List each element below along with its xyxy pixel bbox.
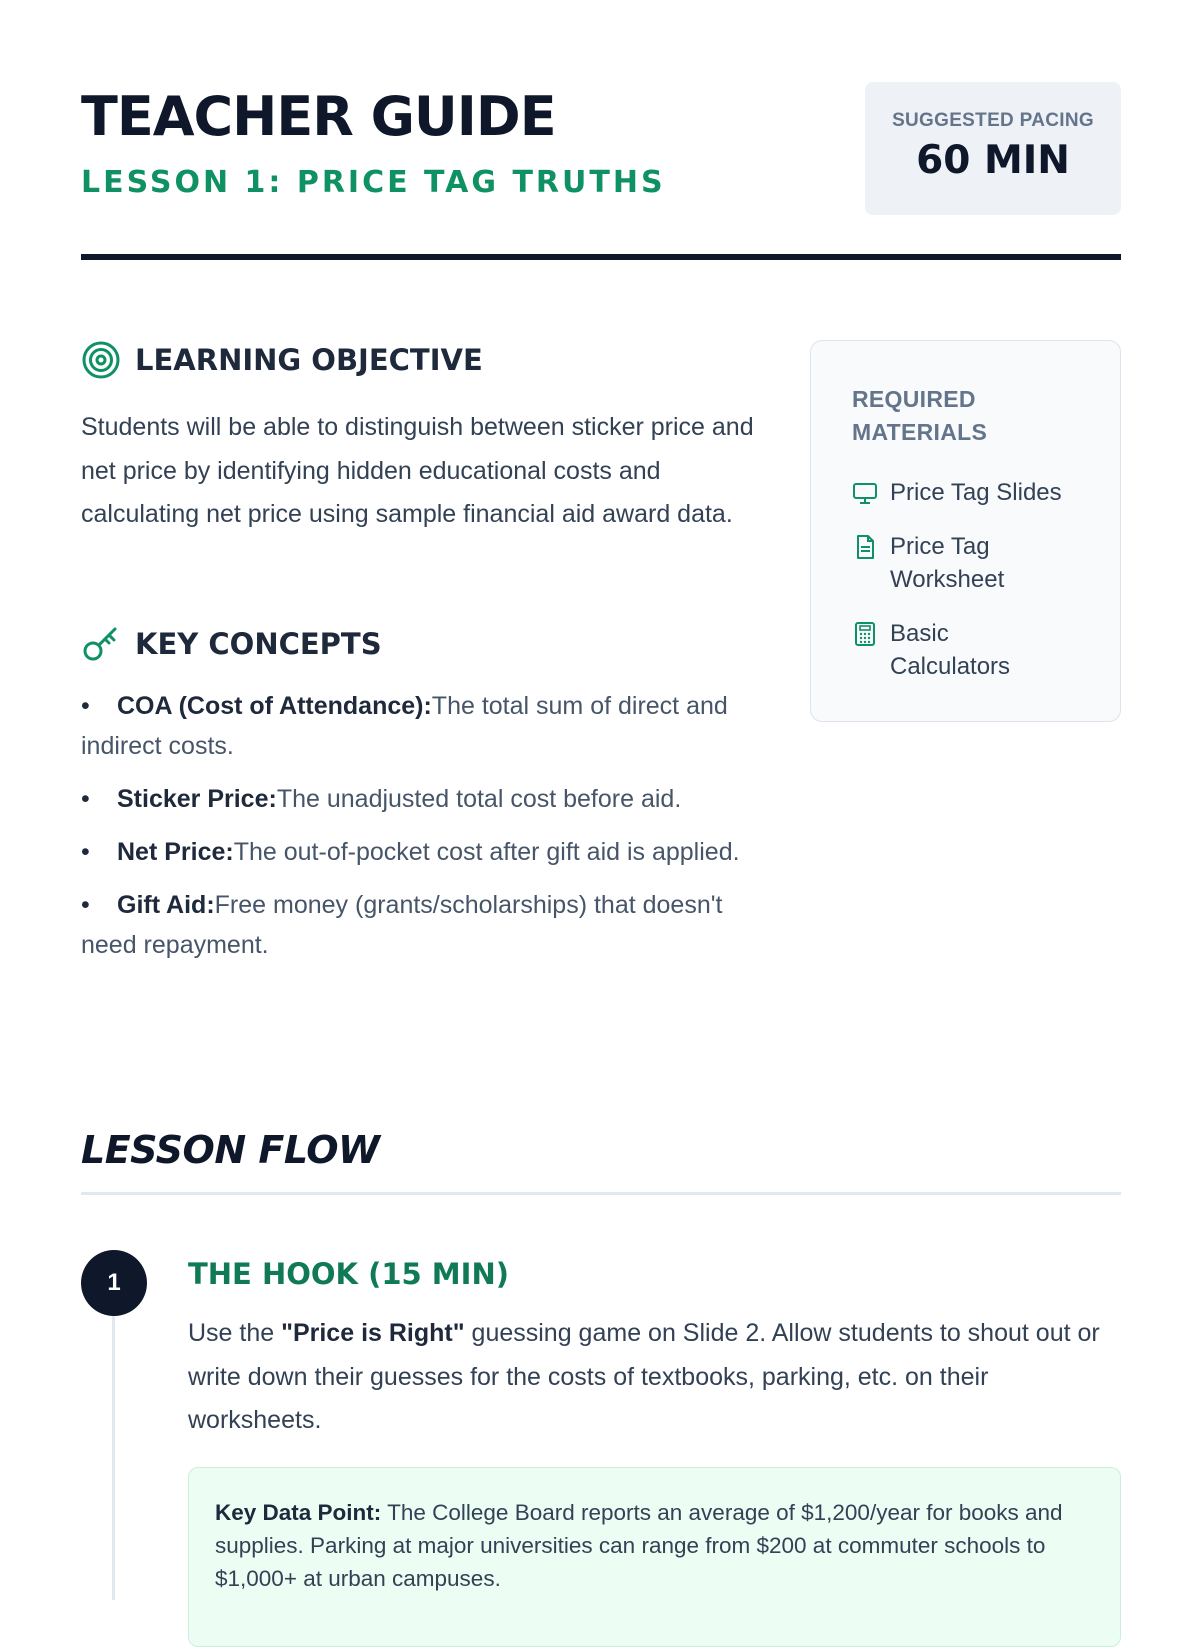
concept-term: Gift Aid: bbox=[117, 891, 215, 919]
step-description bbox=[188, 1312, 1118, 1443]
concepts-list bbox=[81, 686, 761, 978]
header bbox=[81, 82, 1121, 222]
pacing-value: 60 MIN bbox=[916, 138, 1070, 183]
header-divider bbox=[81, 254, 1121, 260]
monitor-icon bbox=[852, 480, 878, 506]
step-text-after: guessing game on Slide 2. Allow students to shout out or write down their guesses for the costs of textbooks, parking, etc. on their worksheets. bbox=[188, 1319, 1100, 1434]
material-label: Basic Calculators bbox=[890, 620, 1011, 680]
material-item-calculators bbox=[852, 617, 1032, 683]
step-title: THE HOOK (15 MIN) bbox=[188, 1257, 509, 1291]
list-item: • Net Price:The out-of-pocket cost after gift aid is applied. bbox=[81, 838, 740, 866]
objective-heading-label: LEARNING OBJECTIVE bbox=[135, 343, 483, 377]
material-item-slides bbox=[852, 476, 1062, 509]
step-text-before: Use the bbox=[188, 1319, 282, 1347]
list-item: • Gift Aid:Free money (grants/scholarships) that doesn't need repayment. bbox=[81, 891, 723, 959]
materials-title: REQUIRED MATERIALS bbox=[852, 386, 988, 445]
pacing-label: SUGGESTED PACING bbox=[892, 110, 1094, 131]
material-item-worksheet bbox=[852, 530, 1012, 596]
data-point-text: The College Board reports an average of $1,200/year for books and supplies. Parking at major universities can range from $200 at commuter schools to $1,000+ at urban campuses. bbox=[215, 1500, 1063, 1591]
material-label: Price Tag Slides bbox=[890, 479, 1062, 506]
lesson-flow-title: LESSON FLOW bbox=[81, 1128, 380, 1172]
objective-text: Students will be able to distinguish between sticker price and net price by identifying hidden educational costs and calculating net price using sample financial aid award data. bbox=[81, 413, 754, 528]
page-title: TEACHER GUIDE bbox=[81, 85, 556, 148]
objective-heading bbox=[81, 340, 483, 380]
key-icon bbox=[81, 624, 121, 664]
lesson-flow-divider bbox=[81, 1192, 1121, 1195]
concept-term: Net Price: bbox=[117, 838, 234, 866]
concept-definition: The out-of-pocket cost after gift aid is applied. bbox=[233, 838, 740, 866]
data-point-label: Key Data Point: bbox=[215, 1500, 382, 1525]
key-data-point-callout bbox=[188, 1467, 1121, 1647]
calculator-icon bbox=[852, 621, 878, 647]
document-icon bbox=[852, 534, 878, 560]
step-text-bold: "Price is Right" bbox=[281, 1319, 465, 1347]
concepts-heading-label: KEY CONCEPTS bbox=[135, 627, 382, 661]
concept-term: COA (Cost of Attendance): bbox=[117, 692, 432, 720]
lesson-subtitle: LESSON 1: PRICE TAG TRUTHS bbox=[81, 165, 666, 200]
list-item: • COA (Cost of Attendance):The total sum of direct and indirect costs. bbox=[81, 692, 728, 760]
pacing-card bbox=[865, 82, 1121, 215]
material-label: Price Tag Worksheet bbox=[890, 533, 1005, 593]
concepts-heading bbox=[81, 624, 382, 664]
step-number-badge: 1 bbox=[81, 1250, 147, 1316]
concept-term: Sticker Price: bbox=[117, 785, 277, 813]
list-item: • Sticker Price:The unadjusted total cost before aid. bbox=[81, 785, 682, 813]
concept-definition: The total sum of direct and indirect costs. bbox=[81, 692, 728, 760]
step-timeline-line bbox=[112, 1300, 115, 1600]
target-icon bbox=[81, 340, 121, 380]
materials-card bbox=[810, 340, 1121, 722]
concept-definition: Free money (grants/scholarships) that doesn't need repayment. bbox=[81, 891, 723, 959]
concept-definition: The unadjusted total cost before aid. bbox=[276, 785, 682, 813]
